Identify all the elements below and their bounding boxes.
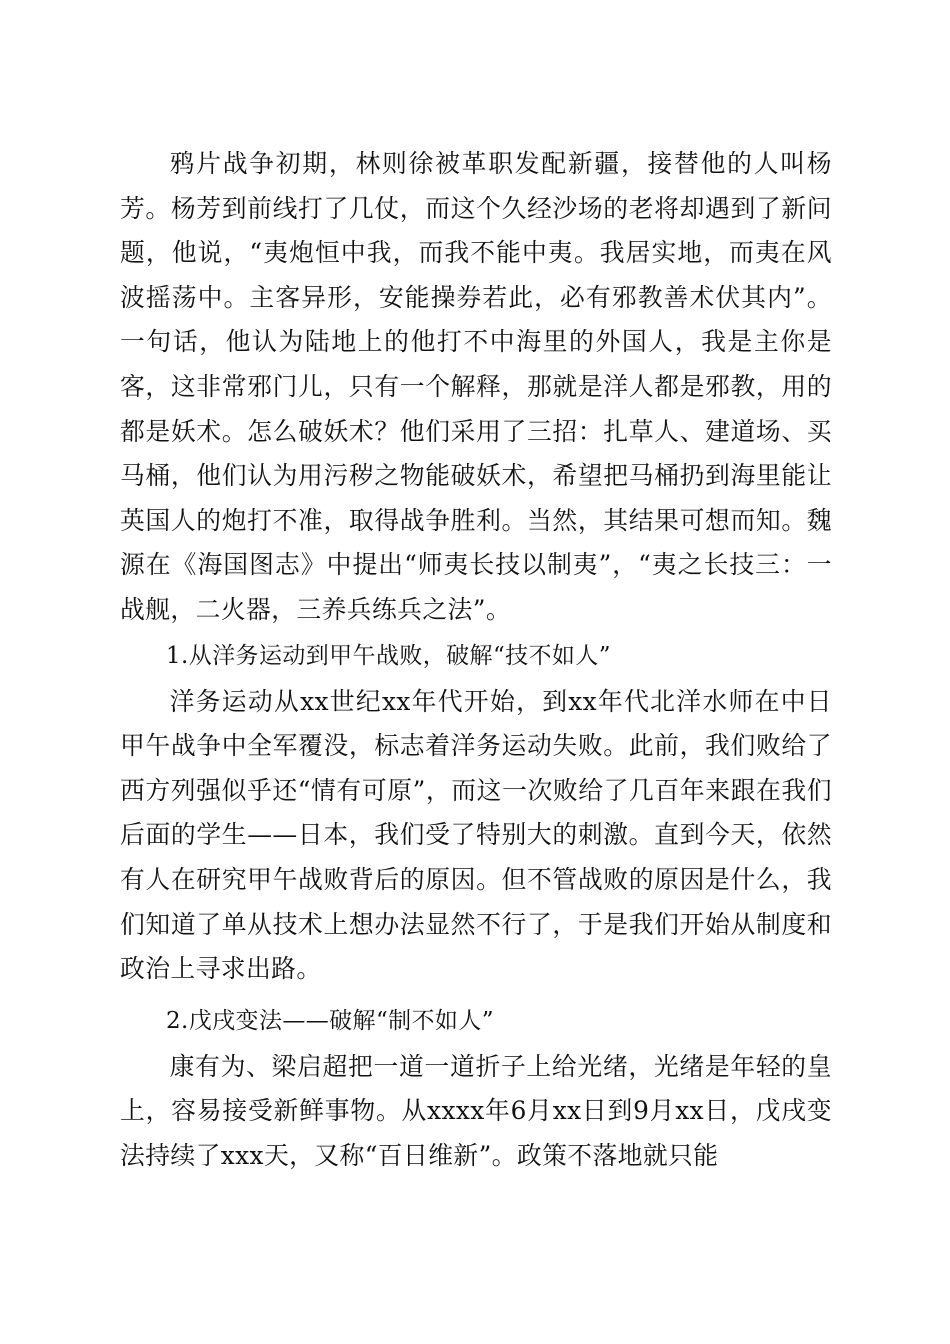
paragraph-westernization: 洋务运动从xx世纪xx年代开始，到xx年代北洋水师在中日甲午战争中全军覆没，标志着洋务运动失败。此前，我们败给了西方列强似乎还“情有可原”，而这一次败给了几百年来跟在我们后面的学生——日本，我们受了特别大的刺激。直到今天，依然有人在研究甲午战败背后的原因。但不管战败的原因是什么，我们知道了单从技术上想办法显然不行了，于是我们开始从制度和政治上寻求出路。 xyxy=(120,686,832,984)
document-body xyxy=(120,142,832,1178)
paragraph-reform: 康有为、梁启超把一道一道折子上给光绪，光绪是年轻的皇上，容易接受新鲜事物。从xxxx年6月xx日到9月xx日，戊戌变法持续了xxx天，又称“百日维新”。政策不落地就只能 xyxy=(120,1051,832,1170)
paragraph-opium-war: 鸦片战争初期，林则徐被革职发配新疆，接替他的人叫杨芳。杨芳到前线打了几仗，而这个久经沙场的老将却遇到了新问题，他说，“夷炮恒中我，而我不能中夷。我居实地，而夷在风波摇荡中。主客异形，安能操券若此，必有邪教善术伏其内”。一句话，他认为陆地上的他打不中海里的外国人，我是主你是客，这非常邪门儿，只有一个解释，那就是洋人都是邪教，用的都是妖术。怎么破妖术？他们采用了三招：扎草人、建道场、买马桶，他们认为用污秽之物能破妖术，希望把马桶扔到海里能让英国人的炮打不准，取得战争胜利。当然，其结果可想而知。魏源在《海国图志》中提出“师夷长技以制夷”，“夷之长技三：一战舰，二火器，三养兵练兵之法”。 xyxy=(120,149,832,624)
section-heading-2: 2.戊戌变法——破解“制不如人” xyxy=(166,1007,494,1034)
section-heading-1: 1.从洋务运动到甲午战败，破解“技不如人” xyxy=(166,642,611,669)
